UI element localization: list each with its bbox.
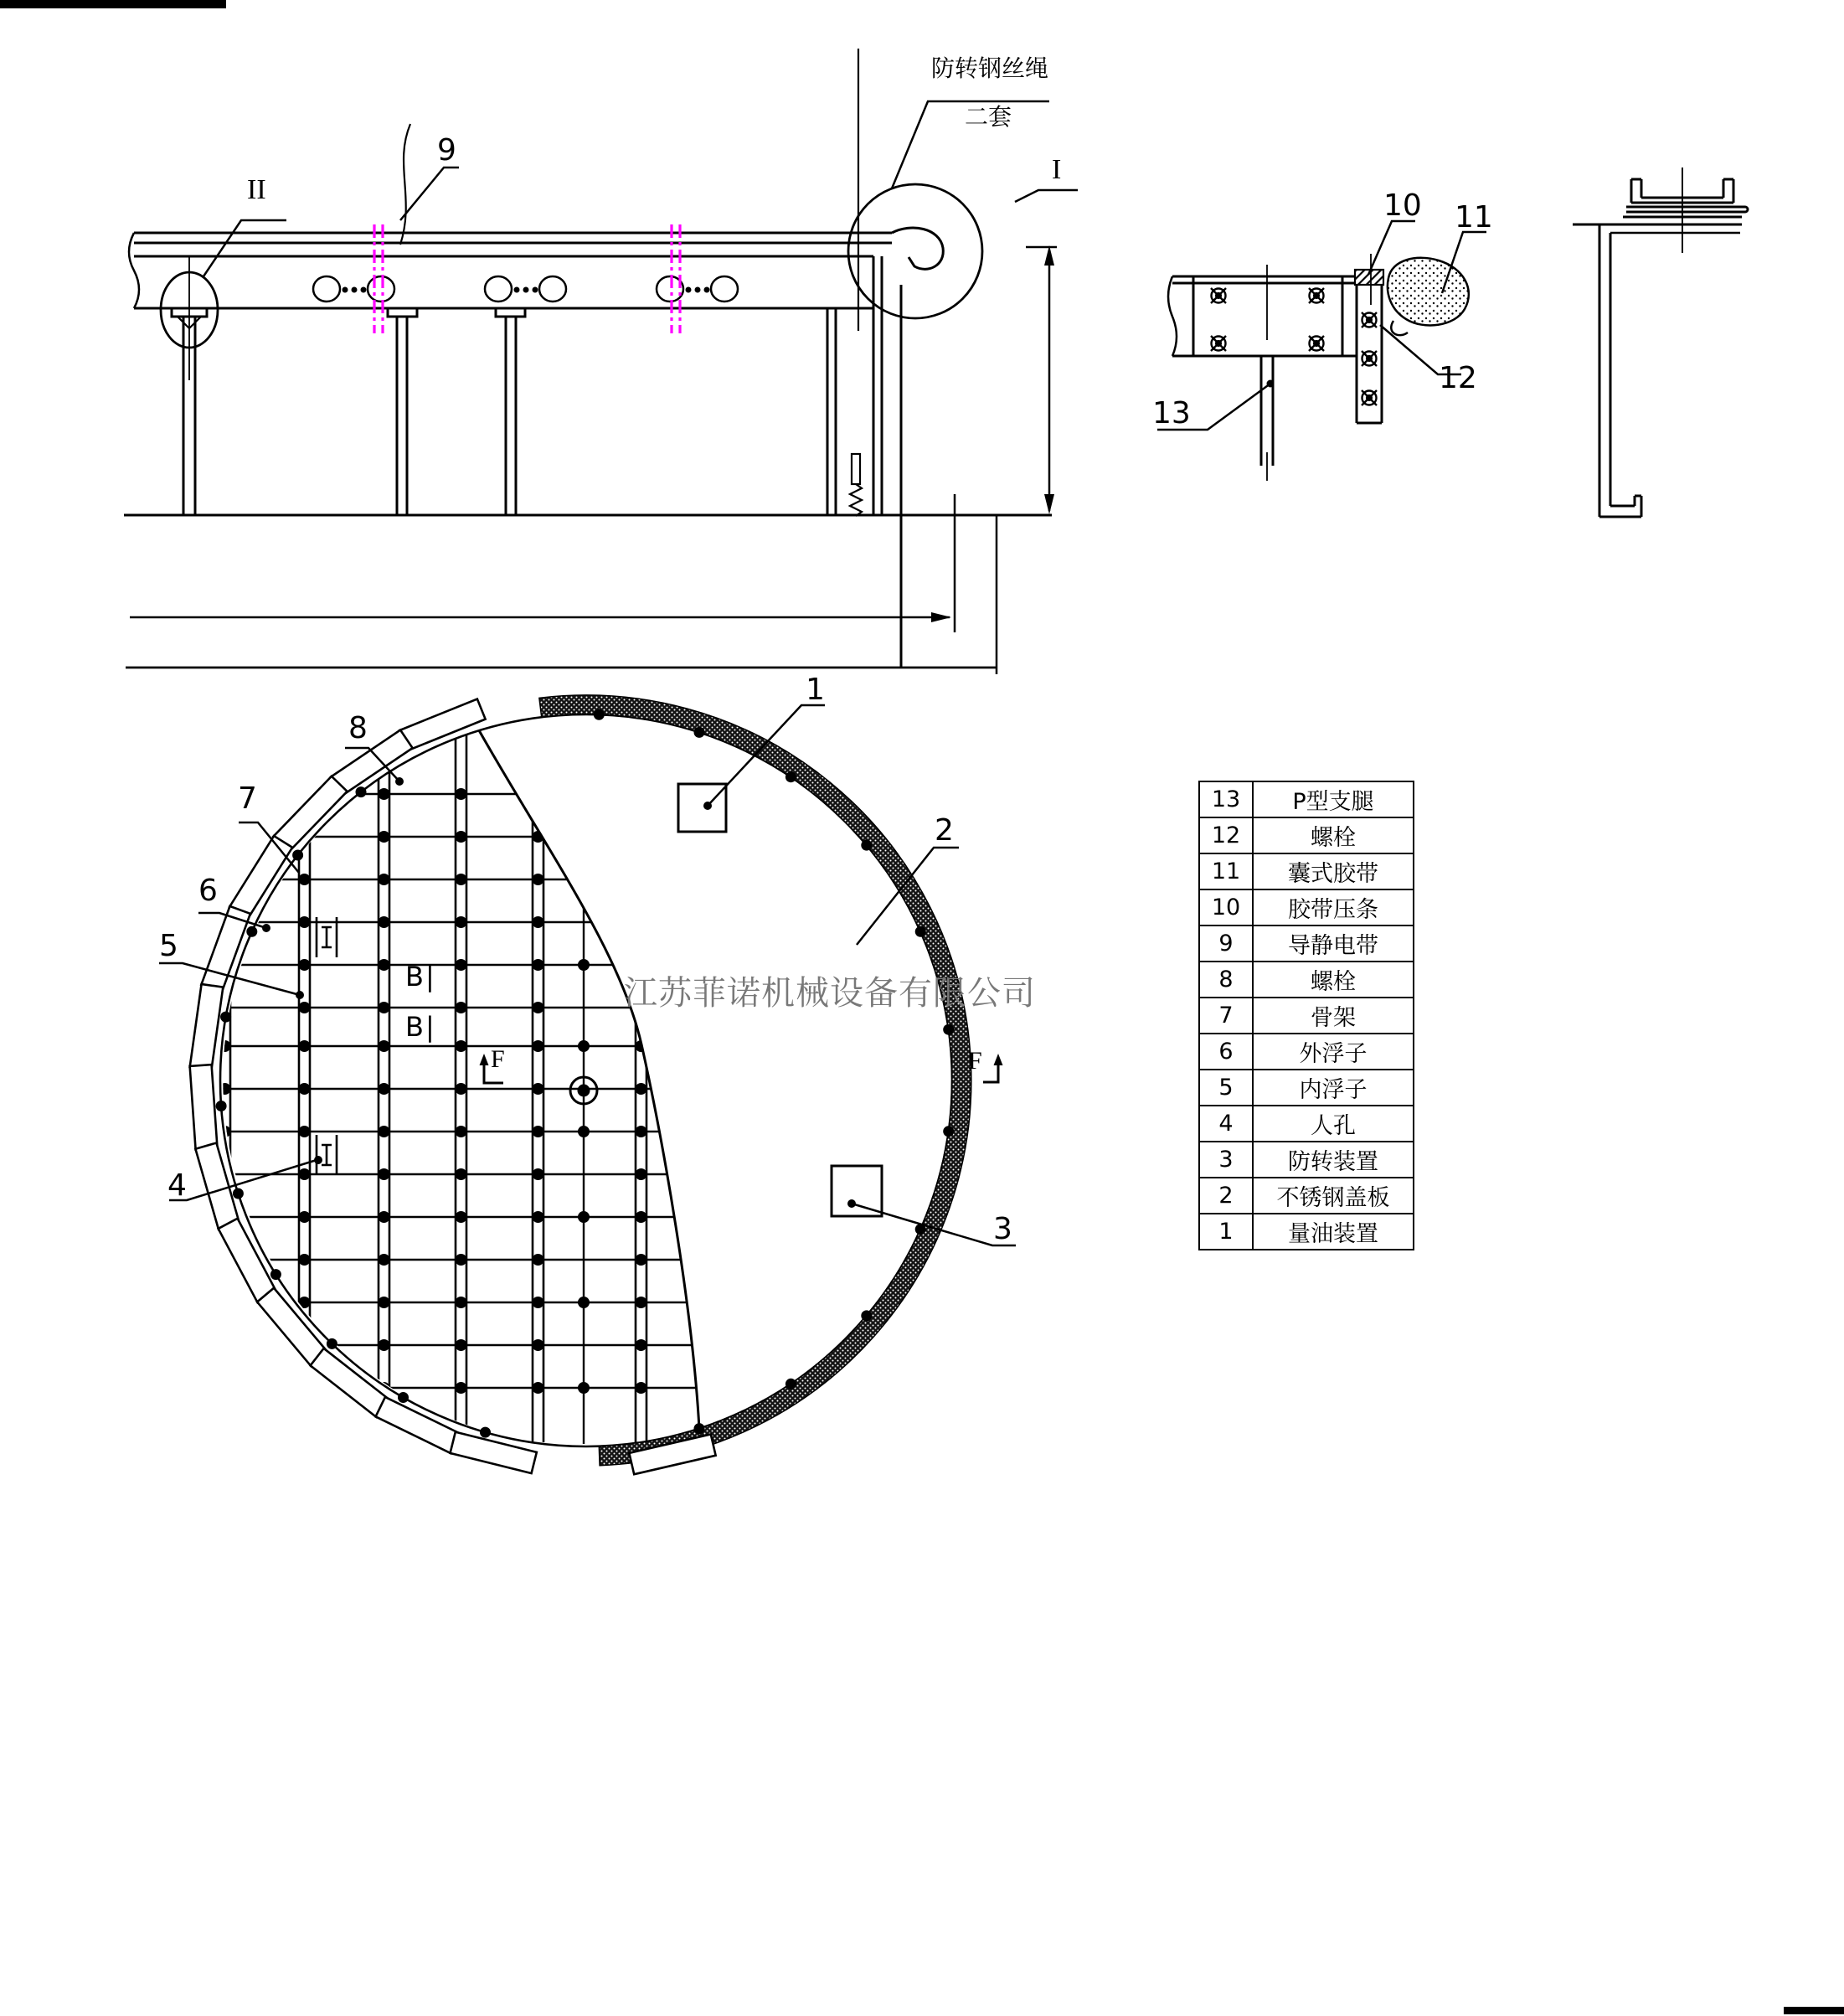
part-no: 8 (1199, 962, 1253, 998)
part-no: 13 (1199, 781, 1253, 817)
oil-gauge-square (678, 784, 726, 832)
anti-rotation-square (832, 1166, 882, 1216)
section-f-label-left: F (491, 1045, 505, 1073)
part-no: 5 (1199, 1070, 1253, 1106)
part-no: 6 (1199, 1034, 1253, 1070)
part-name: 囊式胶带 (1253, 853, 1414, 889)
callout-10: 10 (1383, 188, 1422, 223)
part-name: 螺栓 (1253, 817, 1414, 853)
table-row (1199, 1142, 1414, 1178)
part-no: 4 (1199, 1106, 1253, 1142)
part-name: 人孔 (1253, 1106, 1414, 1142)
beam-label-b1-lower: B| (405, 1011, 436, 1043)
part-no: 1 (1199, 1214, 1253, 1250)
table-row (1199, 1070, 1414, 1106)
part-name: 骨架 (1253, 998, 1414, 1034)
part-name: 量油装置 (1253, 1214, 1414, 1250)
manhole-symbol (317, 1135, 337, 1175)
part-name: 内浮子 (1253, 1070, 1414, 1106)
wire-rope-qty: 二套 (965, 103, 1012, 131)
company-watermark: 江苏菲诺机械设备有限公司 (624, 974, 1036, 1013)
detail-label-II: II (247, 174, 266, 205)
callout-3: 3 (993, 1212, 1012, 1246)
table-row (1199, 853, 1414, 889)
callout-6: 6 (198, 874, 218, 908)
parts-table (1198, 781, 1414, 1250)
part-name: 防转装置 (1253, 1142, 1414, 1178)
spring-symbol (850, 454, 862, 516)
table-row (1199, 962, 1414, 998)
detail-view-II (1573, 168, 1748, 517)
part-name: 螺栓 (1253, 962, 1414, 998)
rim-band-hatched (539, 695, 971, 1466)
callout-12: 12 (1439, 361, 1477, 395)
bolt-icon (1211, 336, 1226, 351)
part-name: 导静电带 (1253, 926, 1414, 962)
support-legs (172, 308, 525, 515)
part-no: 7 (1199, 998, 1253, 1034)
part-name: 外浮子 (1253, 1034, 1414, 1070)
part-no: 11 (1199, 853, 1253, 889)
table-row (1199, 998, 1414, 1034)
beam-label-b1-upper: B| (405, 961, 436, 993)
bolt-icon (1362, 351, 1377, 366)
callout-2: 2 (935, 813, 954, 848)
table-row (1199, 1178, 1414, 1214)
callout-4: 4 (167, 1168, 187, 1203)
deck-hole-dots (343, 287, 710, 293)
section-f-label-right: F (968, 1047, 982, 1075)
detail-label-I: I (1052, 154, 1062, 185)
bolt-icon (1309, 336, 1324, 351)
callout-13: 13 (1152, 396, 1191, 431)
plan-view (151, 695, 1016, 1474)
callout-11: 11 (1455, 200, 1493, 235)
callout-1: 1 (806, 673, 825, 707)
table-row (1199, 1034, 1414, 1070)
bag-seal-blob (1388, 258, 1469, 326)
part-no: 10 (1199, 889, 1253, 926)
callout-5: 5 (159, 929, 178, 963)
elevation-leaders (203, 101, 1078, 276)
section-f-marker-right (983, 1054, 1003, 1082)
part-no: 9 (1199, 926, 1253, 962)
part-name: P型支腿 (1253, 781, 1414, 817)
callout-9: 9 (437, 133, 456, 168)
table-row (1199, 1214, 1414, 1250)
break-lines-magenta (374, 224, 680, 333)
table-row (1199, 817, 1414, 853)
detail-circle-I (848, 184, 982, 318)
elevation-view (124, 49, 1078, 674)
callout-7: 7 (238, 781, 257, 816)
part-no: 3 (1199, 1142, 1253, 1178)
table-row (1199, 889, 1414, 926)
table-row (1199, 926, 1414, 962)
part-name: 不锈钢盖板 (1253, 1178, 1414, 1214)
detail-view-I (1157, 221, 1486, 481)
skeleton-grid (151, 729, 754, 1444)
part-no: 12 (1199, 817, 1253, 853)
wire-rope-note: 防转钢丝绳 (931, 54, 1049, 82)
bolt-icon (1211, 288, 1226, 303)
table-row (1199, 781, 1414, 817)
callout-8: 8 (348, 711, 368, 745)
part-name: 胶带压条 (1253, 889, 1414, 926)
roof-circle (220, 711, 952, 1446)
bolt-icon (1362, 312, 1377, 327)
table-row (1199, 1106, 1414, 1142)
bolt-icon (1309, 288, 1324, 303)
bolt-icon (1362, 390, 1377, 405)
part-no: 2 (1199, 1178, 1253, 1214)
